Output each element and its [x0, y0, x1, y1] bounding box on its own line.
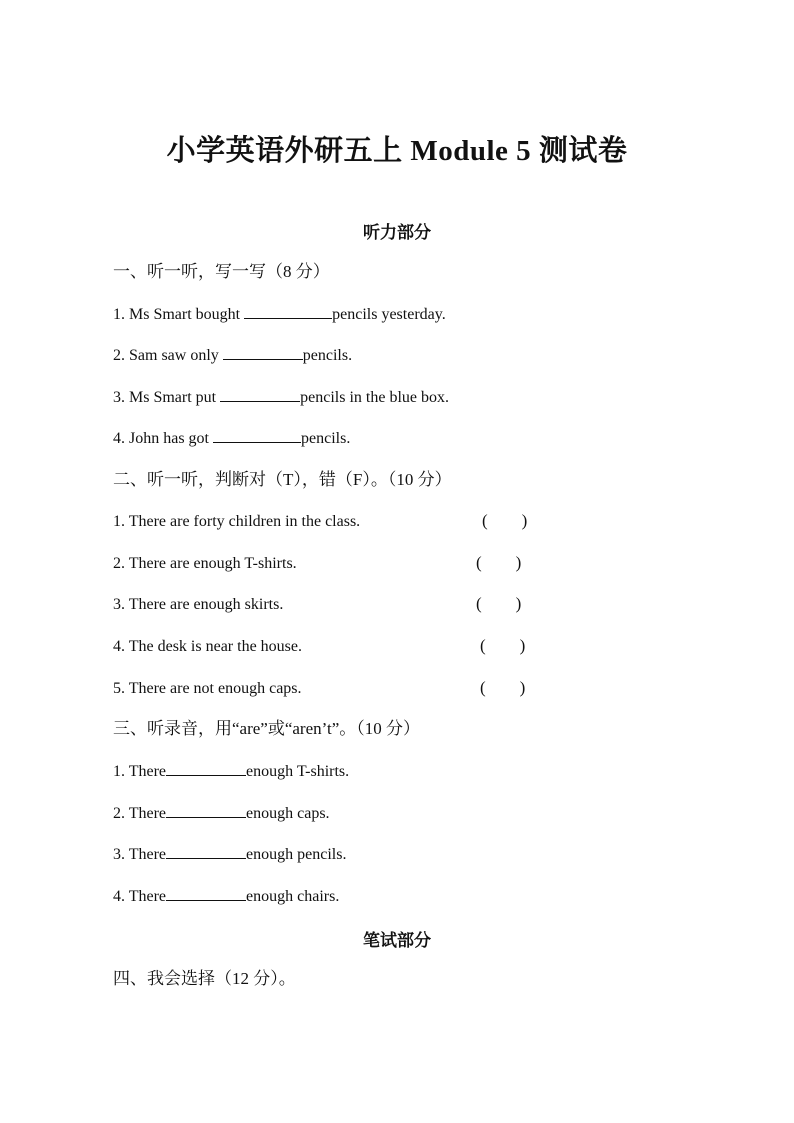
answer-blank[interactable] — [166, 843, 246, 859]
answer-blank[interactable] — [220, 386, 300, 402]
listening-part-heading: 听力部分 — [363, 223, 431, 242]
section2-item-3: 3. There are enough skirts. — [113, 596, 284, 613]
item-text: pencils. — [302, 347, 353, 364]
answer-parentheses[interactable]: ( ) — [480, 678, 526, 697]
answer-blank[interactable] — [166, 760, 246, 776]
section3-item-2 — [113, 802, 330, 824]
answer-parentheses[interactable]: ( ) — [482, 511, 528, 530]
section2-item-4: 4. The desk is near the house. — [113, 638, 302, 655]
section1-item-3 — [113, 386, 449, 408]
item-text: enough chairs. — [246, 888, 340, 905]
section1-heading: 一、听一听，写一写（8 分） — [113, 262, 330, 281]
writing-part-heading: 笔试部分 — [363, 931, 431, 950]
answer-parentheses[interactable]: ( ) — [476, 553, 522, 572]
section3-heading: 三、听录音，用“are”或“aren’t”。（10 分） — [113, 719, 421, 738]
answer-parentheses[interactable]: ( ) — [480, 636, 526, 655]
item-text: 1. Ms Smart bought — [113, 306, 245, 323]
section2-heading: 二、听一听，判断对（T），错（F）。（10 分） — [113, 470, 452, 489]
item-text: 2. There — [113, 805, 167, 822]
answer-blank[interactable] — [166, 885, 246, 901]
section2-item-5: 5. There are not enough caps. — [113, 680, 302, 697]
item-text: 3. Ms Smart put — [113, 389, 221, 406]
section3-item-1 — [113, 760, 349, 782]
answer-blank[interactable] — [223, 344, 303, 360]
item-text: pencils. — [301, 430, 351, 447]
item-text: 4. There — [113, 888, 167, 905]
section4-heading: 四、我会选择（12 分）。 — [113, 969, 296, 988]
item-text: enough pencils. — [246, 846, 347, 863]
section1-item-1 — [113, 303, 446, 325]
answer-blank[interactable] — [166, 802, 246, 818]
item-text: 2. Sam saw only — [113, 347, 223, 364]
item-text: 4. John has got — [113, 430, 213, 447]
item-text: enough caps. — [246, 805, 330, 822]
answer-blank[interactable] — [213, 427, 301, 443]
section1-item-2 — [113, 344, 352, 366]
item-text: 3. There — [113, 846, 167, 863]
section1-item-4 — [113, 427, 350, 449]
item-text: pencils in the blue box. — [300, 389, 449, 406]
page-title: 小学英语外研五上 Module 5 测试卷 — [166, 135, 628, 167]
section3-item-4 — [113, 885, 339, 907]
section3-item-3 — [113, 843, 346, 865]
item-text: enough T-shirts. — [246, 763, 350, 780]
item-text: 1. There — [113, 763, 167, 780]
answer-parentheses[interactable]: ( ) — [476, 594, 522, 613]
section2-item-1: 1. There are forty children in the class. — [113, 513, 361, 530]
item-text: pencils yesterday. — [332, 306, 446, 323]
section2-item-2: 2. There are enough T-shirts. — [113, 555, 297, 572]
answer-blank[interactable] — [244, 303, 332, 319]
